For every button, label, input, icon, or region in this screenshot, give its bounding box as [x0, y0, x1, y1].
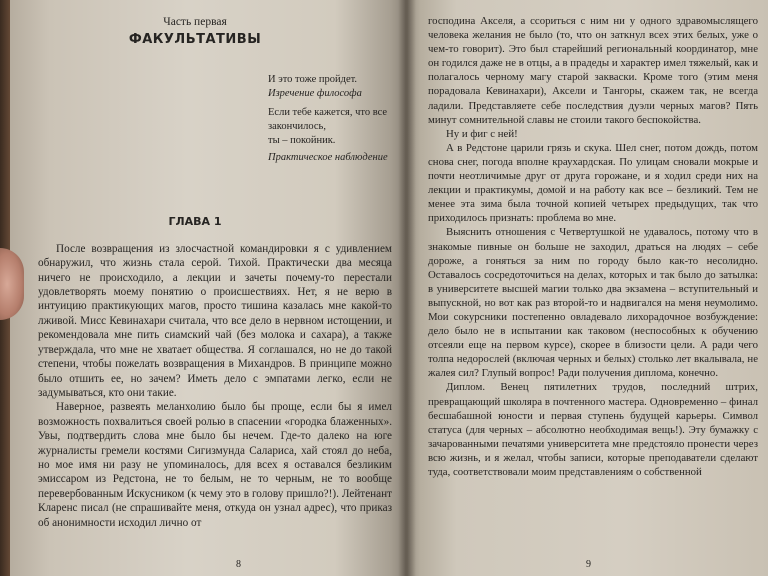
right-body-text [428, 14, 758, 479]
paragraph: Наверное, развеять меланхолию было бы проще, если бы я имел возможность похвалиться своей ролью в спасении «городка блаженных». Увы, подтвердить слова мне было бы нечем. Где-то далеко на юге журналисты гремели костями Сигизмунда Салариса, хай стоял до неба, но мое имя ни разу не упоминалось, для всех я оставался безликим эмиссаром из Редстона, не то белым, не то черным, не то вообще перевербованным Искусником (к чему это в голову пришло?!). Лейтенант Кларенс писал (не спрашивайте меня, откуда он узнал адрес), что приказ об анонимности исходил лично от [38, 401, 392, 529]
epigraph-source: Изречение философа [268, 87, 362, 99]
right-page [406, 0, 768, 576]
epigraph-1 [268, 73, 392, 100]
epigraph-line: Если тебе кажется, что все закончилось, [268, 107, 388, 132]
epigraph-line: И это тоже пройдет. [268, 74, 358, 85]
part-subtitle: ФАКУЛЬТАТИВЫ [128, 32, 262, 47]
paragraph: Ну и фиг с ней! [446, 127, 518, 140]
left-body-text [38, 242, 392, 530]
left-page [10, 0, 406, 576]
paragraph: А в Редстоне царили грязь и скука. Шел снег, потом дождь, потом снова снег, погода вполне краухардская. По улицам сновали мокрые и почти неотличимые друг от друга горожане, и я ходил среди них на лекции и практикумы, домой и на работу как все – безликий. Тем не менее эта зима была точной копией четырех предыдущих, так что приходилось признать: проблема во мне. [428, 141, 758, 225]
paragraph: Диплом. Венец пятилетних трудов, последний штрих, превращающий школяра в почтенного мастера. Одновременно – финал бесшабашной юности и первая ступень будущей карьеры. Символ статуса (для черных – абсолютно необходимая вещь!). Эту бумажку с зачарованными печатями университета мне предстояло пронести через всю жизнь, и я желал, чтобы записи, которые преподаватели сделают туда, соответствовали моим представлениям о собственной [428, 381, 758, 478]
paragraph: После возвращения из злосчастной командировки я с удивлением обнаружил, что жизнь стала серой. Тихой. Практически два месяца ничего не происходило, а лекции и зачеты почему-то перестали удовлетворять моему понятию о происшествиях. Нет, я не верю в интуицию практикующих магов, просто тишина казалась мне какой-то лживой. Мисс Кевинахари считала, что все дело в нервном истощении, и рекомендовала мне пить сиамский чай (без молока и сахара), а также утверждала, что мне не хватает общества. Я соглашался, но не до такой степени, чтобы пожелать возвращения в Михандров. В принципе можно было отшить ее, но зачем? Иметь дело с эмпатами легко, если не задумываться, кто они такие. [38, 242, 392, 399]
epigraph-source: Практическое наблюдение [268, 152, 388, 164]
paragraph: Выяснить отношения с Четвертушкой не удавалось, потому что в знакомые пивные он больше не заходил, драться на людях – себе дороже, а гоняться за ним по городу было как-то несолидно. Оставалось сосредоточиться на делах, которых и так было до затылка: в университете высшей магии только два экзамена – вступительный и выпускной, но вот как раз второй-то и надвигался на меня неумолимо. Мои сокурсники постепенно овладевало лихорадочное возбуждение: дело было не в испытании как таковом (неспособных к обучению отсеяли еще на первом курсе), скорее в близости цели. А ради чего толпа недорослей (включая черных и белых) столько лет вкалывала, не жалея сил? Глупый вопрос! Ради получения диплома, конечно. [428, 226, 758, 380]
page-number: 9 [586, 559, 591, 570]
page-number: 8 [236, 559, 241, 570]
epigraph-line: ты – покойник. [268, 134, 336, 146]
chapter-title: ГЛАВА 1 [168, 214, 222, 228]
book-gutter [398, 0, 416, 576]
paragraph: господина Акселя, а ссориться с ним ни у одного здравомыслящего человека желания не было (то, что он заткнул всех этих белых, уже о чем-то говорит). Это был старейший региональный координатор, мне он годился даже не в отцы, а в прадеды и характер имел тяжелый, как и полагалось черному магу старой закваски. Кроме того (этим меня порадовала Кевинахари), Аксели и Тангоры, скажем так, не всегда ладили. Представляете себе последствия дуэли черных магов? Пять минут сомнительной славы не стоили такого беспокойства. [428, 15, 758, 126]
part-title: Часть первая [163, 16, 227, 28]
epigraph-2 [268, 106, 392, 165]
